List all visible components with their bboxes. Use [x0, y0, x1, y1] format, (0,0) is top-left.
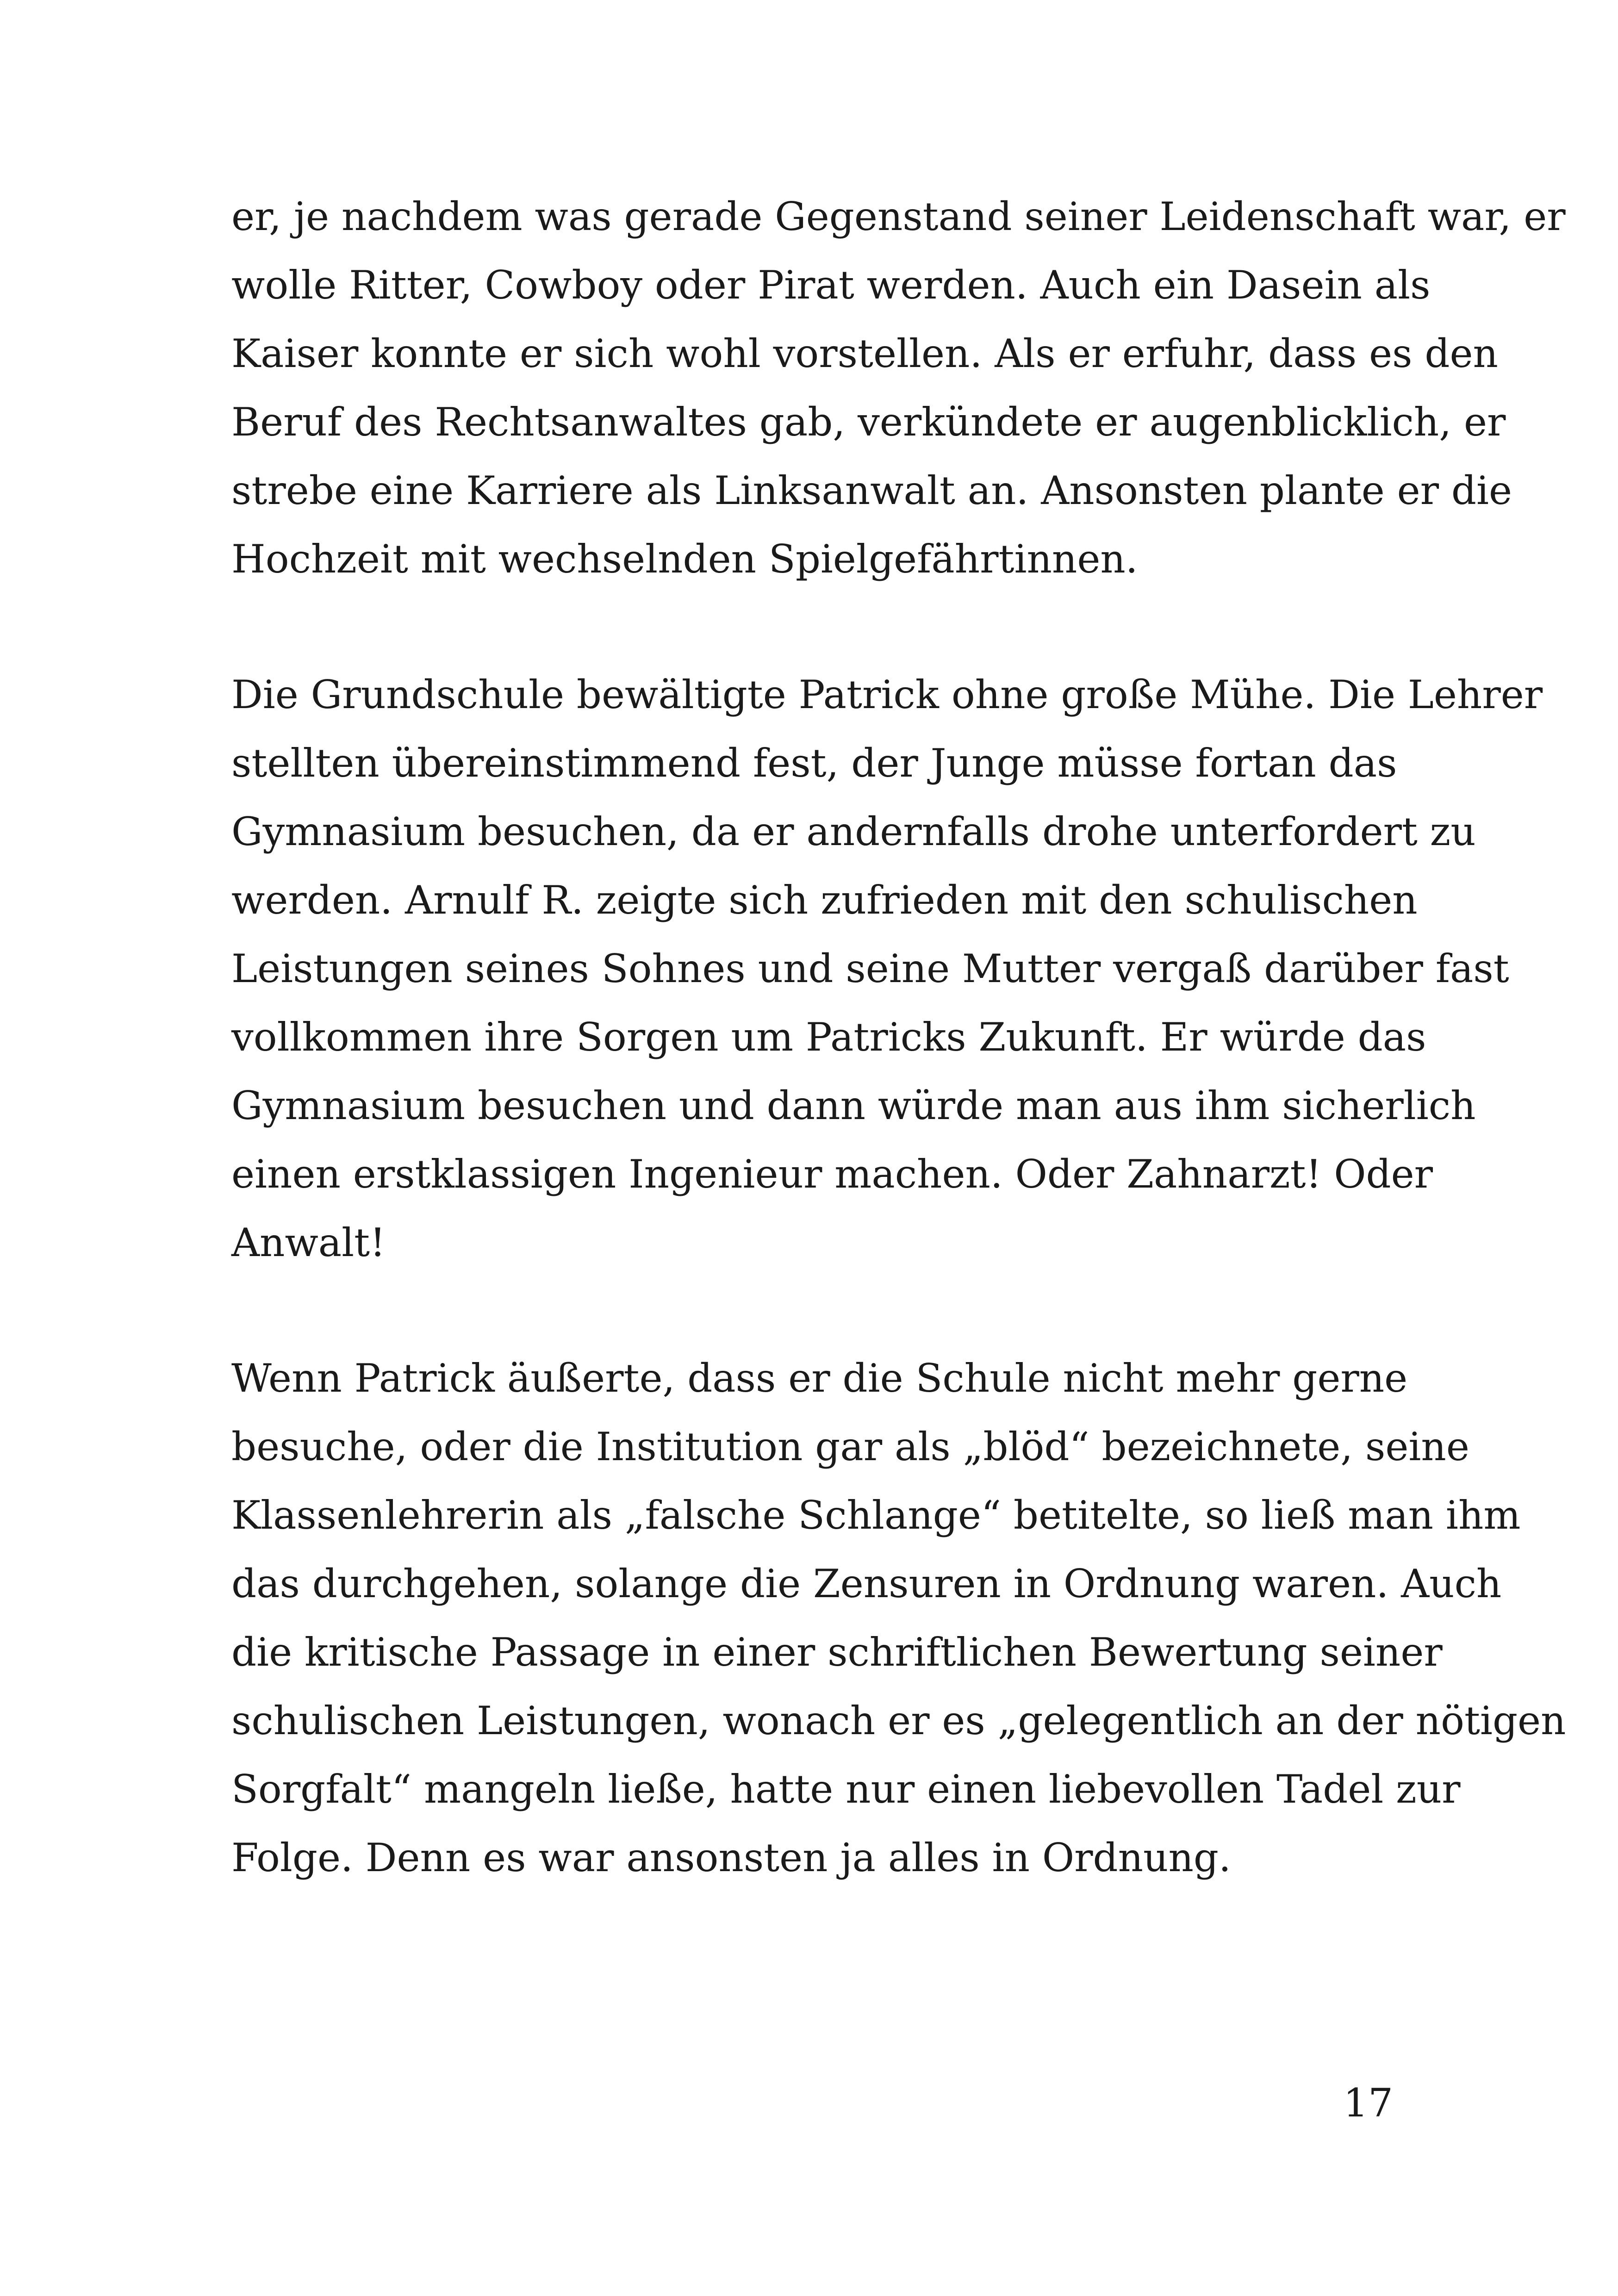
page-number: 17	[1343, 2080, 1393, 2126]
text-line: Die Grundschule bewältigte Patrick ohne große Mühe. Die Lehrer	[231, 672, 1543, 717]
text-line: strebe eine Karriere als Linksanwalt an. Ansonsten plante er die	[231, 468, 1512, 513]
text-line: Hochzeit mit wechselnden Spielgefährtinnen.	[231, 536, 1138, 582]
text-line: stellten übereinstimmend fest, der Junge müsse fortan das	[231, 740, 1397, 786]
text-line: werden. Arnulf R. zeigte sich zufrieden mit den schulischen	[231, 877, 1418, 923]
text-line: Wenn Patrick äußerte, dass er die Schule nicht mehr gerne	[231, 1356, 1408, 1401]
text-line: Klassenlehrerin als „falsche Schlange“ betitelte, so ließ man ihm	[231, 1493, 1521, 1538]
paragraph-1	[231, 182, 1566, 593]
text-line: schulischen Leistungen, wonach er es „gelegentlich an der nötigen	[231, 1698, 1566, 1743]
text-line: die kritische Passage in einer schriftlichen Bewertung seiner	[231, 1630, 1443, 1675]
text-line: einen erstklassigen Ingenieur machen. Oder Zahnarzt! Oder	[231, 1151, 1433, 1197]
paragraph-3	[231, 1344, 1566, 1892]
text-line: Gymnasium besuchen und dann würde man aus ihm sicherlich	[231, 1083, 1476, 1128]
text-line: wolle Ritter, Cowboy oder Pirat werden. Auch ein Dasein als	[231, 262, 1431, 308]
text-line: er, je nachdem was gerade Gegenstand seiner Leidenschaft war, er	[231, 194, 1566, 239]
paragraph-2	[231, 660, 1543, 1277]
text-line: Beruf des Rechtsanwaltes gab, verkündete er augenblicklich, er	[231, 399, 1506, 445]
text-line: Folge. Denn es war ansonsten ja alles in Ordnung.	[231, 1835, 1231, 1880]
text-line: Kaiser konnte er sich wohl vorstellen. Als er erfuhr, dass es den	[231, 331, 1498, 376]
text-line: das durchgehen, solange die Zensuren in Ordnung waren. Auch	[231, 1561, 1502, 1606]
text-line: vollkommen ihre Sorgen um Patricks Zukunft. Er würde das	[231, 1014, 1426, 1060]
text-line: Sorgfalt“ mangeln ließe, hatte nur einen liebevollen Tadel zur	[231, 1767, 1461, 1812]
text-line: Gymnasium besuchen, da er andernfalls drohe unterfordert zu	[231, 809, 1476, 854]
text-line: besuche, oder die Institution gar als „blöd“ bezeichnete, seine	[231, 1424, 1469, 1469]
text-line: Anwalt!	[231, 1220, 386, 1265]
text-line: Leistungen seines Sohnes und seine Mutter vergaß darüber fast	[231, 946, 1509, 991]
